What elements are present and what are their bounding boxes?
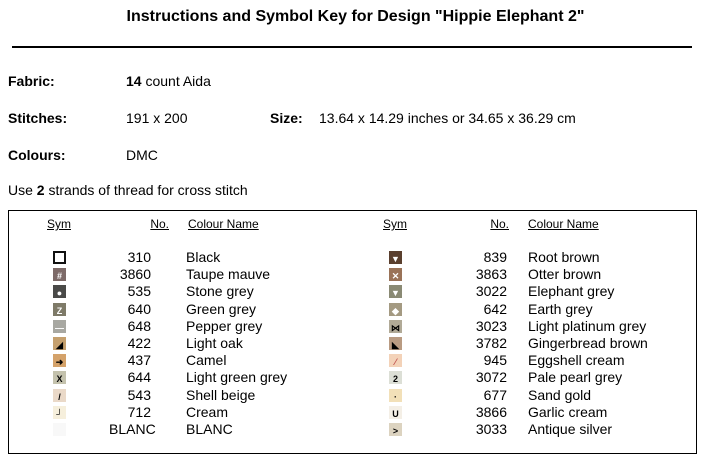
- colour-name: Pale pearl grey: [528, 369, 623, 386]
- fabric-count: 14: [126, 73, 142, 89]
- dmc-number: 712: [127, 403, 151, 420]
- diamond-icon: ◆: [389, 303, 402, 316]
- dmc-number: 644: [127, 369, 151, 386]
- z-icon: Z: [53, 303, 66, 316]
- header-sym-right: Sym: [383, 217, 407, 231]
- dmc-number: 648: [127, 317, 151, 334]
- colour-name: Antique silver: [528, 421, 613, 437]
- colour-name: BLANC: [186, 421, 233, 437]
- key-row-right: [9, 249, 696, 266]
- colour-name: Cream: [186, 403, 229, 420]
- colour-name: Elephant grey: [528, 283, 615, 300]
- key-row-right: [9, 404, 696, 421]
- key-row-right: [9, 283, 696, 300]
- size-label: Size:: [270, 110, 303, 126]
- colour-name: Light platinum grey: [528, 317, 647, 334]
- colours-label: Colours:: [8, 147, 66, 163]
- key-row-right: [9, 266, 696, 283]
- hash-icon: #: [53, 268, 66, 281]
- dash-icon: —: [53, 320, 66, 333]
- triangle-icon: ◣: [389, 337, 402, 350]
- header-no-right: No.: [490, 217, 509, 231]
- slash-icon: ⁄: [389, 354, 402, 367]
- fabric-type: count Aida: [145, 73, 211, 89]
- colour-name: Garlic cream: [528, 403, 608, 420]
- key-row-right: [9, 387, 696, 404]
- colour-name: Stone grey: [186, 283, 254, 300]
- colour-name: Otter brown: [528, 266, 602, 283]
- colour-name: Light green grey: [186, 369, 288, 386]
- dmc-number: 3863: [475, 266, 507, 283]
- two-icon: 2: [389, 371, 402, 384]
- dmc-number: 310: [127, 249, 151, 265]
- dmc-number: 422: [127, 335, 151, 351]
- colour-name: Eggshell cream: [528, 352, 625, 369]
- header-no-left: No.: [150, 217, 169, 231]
- fabric-label: Fabric:: [8, 73, 55, 89]
- u-icon: U: [389, 406, 402, 419]
- circle-icon: ●: [53, 285, 66, 298]
- fabric-value: [126, 73, 211, 89]
- header-name-left: Colour Name: [188, 217, 259, 231]
- strands-instruction: [8, 182, 248, 198]
- page-title: Instructions and Symbol Key for Design "Hippie Elephant 2": [126, 8, 585, 25]
- corner-icon: ┘: [53, 406, 66, 419]
- dmc-number: 3860: [119, 266, 151, 283]
- key-row-right: [9, 301, 696, 318]
- dmc-number: 535: [127, 283, 151, 300]
- dmc-number: 640: [127, 300, 151, 317]
- dmc-number: 3072: [475, 369, 507, 386]
- colour-name: Gingerbread brown: [528, 335, 648, 351]
- header-sym-left: Sym: [47, 217, 71, 231]
- dmc-number: 3022: [475, 283, 507, 300]
- colour-name: Black: [186, 249, 221, 265]
- colour-name: Root brown: [528, 249, 600, 265]
- dmc-number: 677: [483, 386, 507, 403]
- dmc-number: 543: [127, 386, 151, 403]
- strands-prefix: Use: [8, 182, 33, 198]
- key-row-right: [9, 421, 696, 438]
- dmc-number: 945: [483, 352, 507, 369]
- key-row-right: [9, 335, 696, 352]
- colour-name: Green grey: [186, 300, 257, 317]
- colour-name: Pepper grey: [186, 317, 263, 334]
- bowtie-icon: ⋈: [389, 320, 402, 333]
- colour-name: Taupe mauve: [186, 266, 271, 283]
- title-divider: [12, 46, 692, 48]
- colour-name: Camel: [186, 352, 227, 369]
- slash-icon: /: [53, 389, 66, 402]
- dmc-number: 437: [127, 352, 151, 369]
- triangle-down-icon: ▼: [389, 285, 402, 298]
- colour-name: Shell beige: [186, 386, 256, 403]
- key-row-right: [9, 369, 696, 386]
- triangle-down-icon: ▼: [389, 251, 402, 264]
- triangle-icon: ◢: [53, 337, 66, 350]
- dmc-number: 3782: [475, 335, 507, 351]
- header-name-right: Colour Name: [528, 217, 599, 231]
- strands-suffix: strands of thread for cross stitch: [48, 182, 248, 198]
- colour-name: Light oak: [186, 335, 243, 351]
- arrow-right-icon: ➜: [53, 354, 66, 367]
- colour-name: Sand gold: [528, 386, 592, 403]
- cross-icon: ✕: [389, 268, 402, 281]
- key-row-right: [9, 352, 696, 369]
- size-value: 13.64 x 14.29 inches or 34.65 x 36.29 cm: [319, 110, 576, 126]
- dmc-number: 3866: [475, 403, 507, 420]
- dmc-number: 3023: [475, 317, 507, 334]
- stitches-value: 191 x 200: [126, 110, 188, 126]
- strands-count: 2: [36, 182, 45, 198]
- dmc-number: 642: [483, 300, 507, 317]
- key-row-right: [9, 318, 696, 335]
- colour-name: Earth grey: [528, 300, 593, 317]
- dmc-number: 3033: [475, 421, 507, 437]
- dot-icon: ·: [389, 389, 402, 402]
- hourglass-icon: X: [53, 371, 66, 384]
- dmc-number: BLANC: [109, 421, 156, 437]
- stitches-label: Stitches:: [8, 110, 68, 126]
- symbol-key-table: [8, 210, 697, 454]
- chevron-right-icon: >: [389, 423, 402, 436]
- dmc-number: 839: [483, 249, 507, 265]
- colours-value: DMC: [126, 147, 158, 163]
